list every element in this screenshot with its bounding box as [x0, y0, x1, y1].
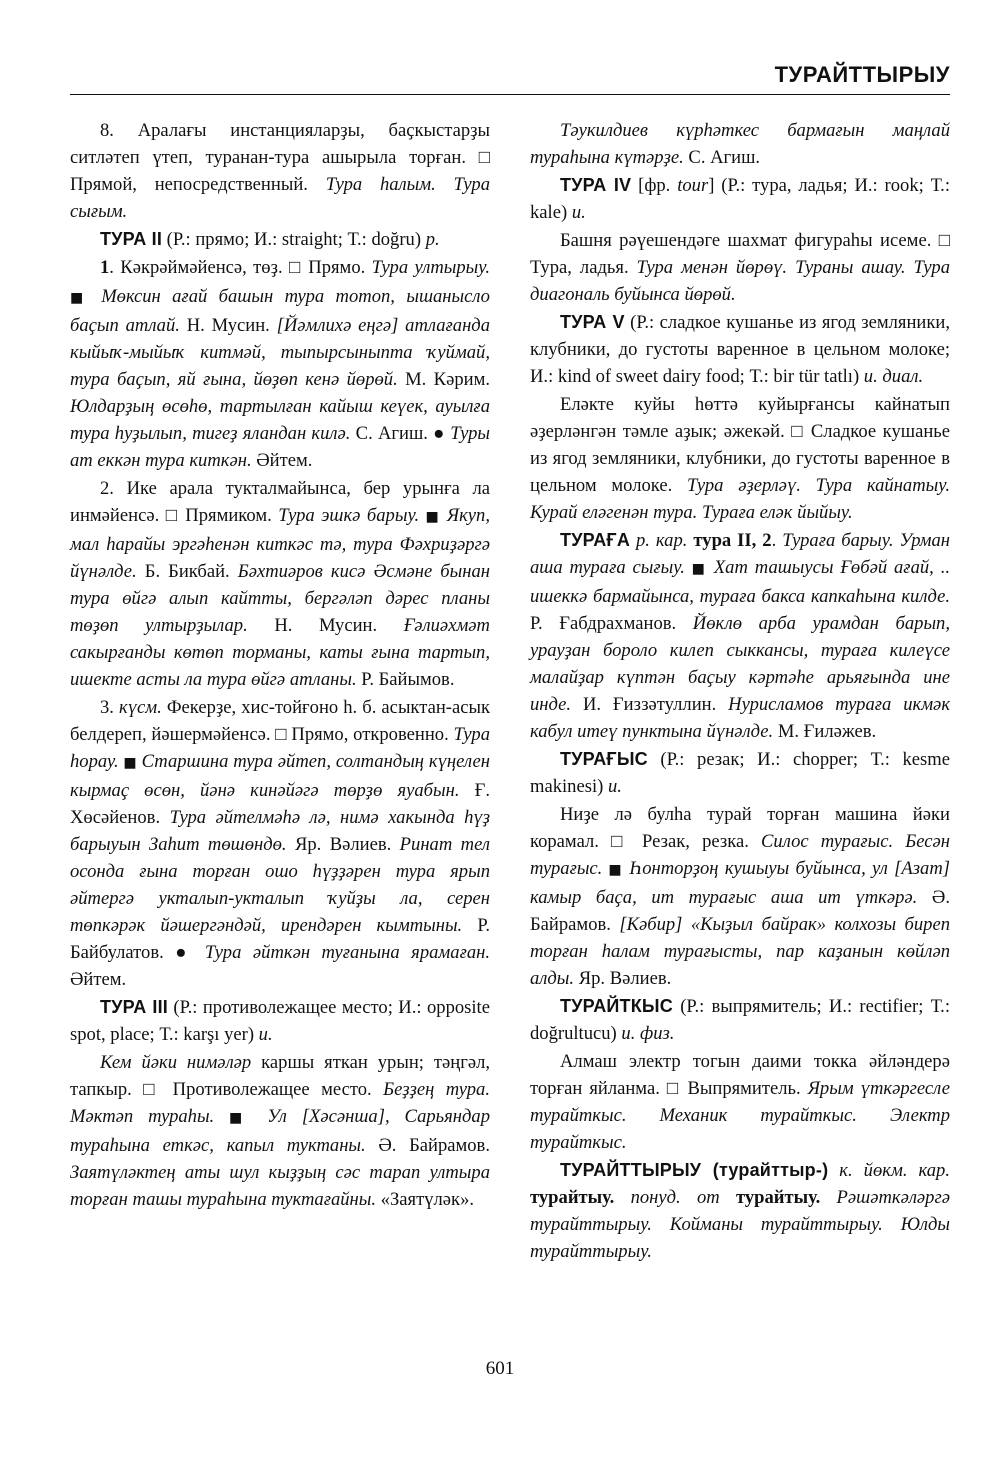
left-paragraph — [70, 117, 490, 225]
entry-text: Башня рәүешендәге шахмат фигураһы исеме. □ Тура, ладья. — [530, 230, 950, 278]
left-paragraph — [70, 254, 490, 474]
entry-text: . — [771, 530, 783, 551]
right-paragraph — [530, 309, 950, 390]
right-paragraph — [530, 993, 950, 1047]
entry-text: «Заятүләк». — [376, 1189, 475, 1210]
entry-text: Еләкте куйы һөттә куйырғансы кайнатып әҙерләнгән тәмле аҙык; әжекәй. □ Сладкое кушанье из ягод земляники, клубники, до густоты вареннoе в цельном молоке. — [530, 394, 950, 496]
entry-text: ■ — [419, 509, 447, 525]
entry-headword: ТУРА V — [560, 312, 625, 332]
right-paragraph — [530, 117, 950, 171]
entry-text: 2. Ике арала туктaлмайынса, бер урынға ла инмәйенсә. □ Прямиком. — [70, 478, 490, 526]
entry-text: Р. Ғабдрахманов. — [530, 613, 693, 634]
entry-text: Тура әйтелмәһә лә, нимә хакында һүҙ барыуын Заһит төшөндө. — [70, 807, 490, 855]
right-paragraph — [530, 172, 950, 226]
entry-text: И. Ғиззәтуллин. — [571, 694, 729, 715]
entry-text: (Р.: сладкое кушанье из ягод земляники, клубники, до густоты вареннoе в цельном молоке; И.: kind of sweet dairy food; Т.: bir tür tatlı) — [530, 312, 950, 387]
entry-text: Р. Байымов. — [356, 669, 455, 690]
entry-headword: ТУРА IV — [560, 175, 632, 195]
entry-text: Н. Мусин. — [247, 615, 404, 636]
entry-text: Тура эшкә барыу. — [278, 505, 420, 526]
left-paragraph — [70, 694, 490, 993]
entry-text: ■ — [118, 755, 142, 771]
entry-text: Алмаш электр тогын даими токка әйләндерә торған яйланма. □ Выпрямитель. — [530, 1051, 950, 1099]
entry-text: М. Ғиләжев. — [773, 721, 877, 742]
right-column — [530, 117, 950, 1266]
right-paragraph — [530, 746, 950, 800]
entry-text: и. — [607, 776, 622, 797]
entry-text: турайтыу. — [530, 1187, 615, 1208]
entry-text: Тура әҙерләү. Тура кайнатыу. Курай еләгенән тура. Тураға еләк йыйыу. — [530, 475, 950, 523]
entry-text: Фекерҙе, хис-тойғоно һ. б. асыктан-асык белдереп, йәшермәйенсә. □ Прямо, откровенно. — [70, 697, 491, 745]
entry-text: Тәукилдиев күрһәткес бармағын маңлай тураһына күтәрҙе. — [530, 120, 950, 168]
left-column — [70, 117, 490, 1214]
entry-text: и. — [571, 202, 586, 223]
entry-text: Әйтем. — [251, 450, 313, 471]
entry-text: Ринат тел осонда ғына торған ошо һүҙҙәрен тура ярып әйтергә укталып-укталып ҡуйҙы ла, серен төпкәрәк йәшергәндәй, ирендәрен кымтыны. — [70, 834, 490, 936]
entry-text: С. Агиш. — [683, 147, 761, 168]
entry-text: Юлдарҙың өсөһө, тартылған кайыш кеүек, ауылға тура һуҙылып, тигеҙ яландан килә. — [70, 396, 490, 444]
entry-text: Тура һорау. — [70, 724, 490, 772]
entry-text: Мөксин ағай башын тура тотоп, ышанысло баҫып атлай. — [70, 286, 490, 336]
right-paragraph — [530, 1048, 950, 1156]
entry-text: Туры ат еккән тура киткән. — [70, 423, 490, 471]
entry-text: (Р.: резак; И.: chopper; Т.: kesme makinesi) — [530, 749, 950, 797]
entry-text: турайтыу. — [735, 1187, 821, 1208]
running-head-title: ТУРАЙТТЫРЫУ — [774, 62, 950, 87]
left-paragraph — [70, 994, 490, 1048]
entry-text: Беҙҙең тура. Мәктәп тураһы. — [70, 1079, 490, 1127]
entry-text: 3. — [100, 697, 120, 718]
entry-text: Якуп, мал һарайы эргәһенән киткәс тә, тура Фәхриҙәргә йүнәлде. — [70, 505, 490, 582]
entry-text: Яр. Вәлиев. — [574, 968, 672, 989]
entry-text: (Р.: противолежащее место; И.: opposite spot, place; Т.: karşı yer) — [70, 997, 490, 1045]
entry-text: М. Кәрим. — [397, 369, 490, 390]
entry-text: Старшина тура әйтеп, солтандың күңелен кырмаҫ өсөн, йәнә кинәйәгә төрҙө яуабын. — [70, 751, 490, 801]
entry-text: Рәшәткәләргә турайттырыу. Койманы турайттырыу. Юлды турайттырыу. — [530, 1187, 950, 1262]
entry-text: Ә. Байрамов. — [530, 887, 950, 935]
entry-text: и. диал. — [863, 366, 924, 387]
entry-text: Тураға барыу. Урман аша тураға сығыу. — [530, 530, 950, 578]
entry-text: [фр. — [631, 175, 678, 196]
entry-text: ■ — [602, 862, 630, 878]
entry-text: Н. Мусин. — [179, 315, 277, 336]
entry-text: и. физ. — [621, 1023, 675, 1044]
entry-text: ] (Р.: тура, ладья; И.: rook; Т.: kale) — [530, 175, 950, 223]
left-paragraph — [70, 475, 490, 693]
entry-text: Ярым үткәргесле турайткыс. Механик турайткыс. Электр турайткыс. — [530, 1078, 950, 1153]
entry-text: Бәхтиәров кисә Әсмәне бынан тура өйгә алып кайтты, бергәләп дәрес планы төҙөп ултырҙылар. — [70, 561, 490, 636]
entry-text: tour — [677, 175, 709, 196]
entry-text: каршы яткан урын; тәңгәл, тапкыр. □ Противолежащее место. — [70, 1052, 490, 1100]
entry-text: Ниҙе лә булһа турай торған машина йәки корамал. □ Резак, резка. — [530, 804, 950, 852]
entry-headword: ТУРАЙТКЫС — [560, 996, 673, 1016]
entry-text: Р. Байбулатов. ● — [70, 915, 490, 963]
entry-text — [820, 1187, 836, 1208]
entry-text: [Йәмлихә еңгә] атлағанда кыйыҡ-мыйыҡ китмәй, тыпырсыныптa ҡуймай, тура баҫып, яй ғына, йөҙөп кенә йөрөй. — [70, 315, 491, 390]
entry-headword: ТУРА III — [100, 997, 168, 1017]
left-paragraph — [70, 226, 490, 253]
entry-text: Кем йәки нимәләр — [100, 1052, 252, 1073]
entry-text: и. — [258, 1024, 273, 1045]
right-paragraph — [530, 227, 950, 308]
entry-text: 1 — [100, 257, 110, 278]
entry-text: Тура һалым. Тура сығым. — [70, 174, 490, 222]
entry-text: р. — [425, 229, 440, 250]
entry-text: Әйтем. — [70, 969, 127, 990]
entry-text: Хат ташыусы Ғөбәй ағай, .. ишеккә бармайынса, тураға бакса капкаһына килде. — [530, 557, 950, 607]
entry-text: Тура ултырыу. — [371, 257, 490, 278]
right-paragraph — [530, 527, 950, 745]
entry-text: Тура әйткән туғанына ярамаған. — [204, 942, 491, 963]
entry-text: (Р.: прямо; И.: straight; Т.: doğru) — [162, 229, 426, 250]
right-paragraph — [530, 1157, 950, 1265]
entry-text: Б. Бикбай. — [136, 561, 238, 582]
entry-headword: ТУРА II — [100, 229, 163, 249]
entry-text: Ғ. Хөсәйенов. — [70, 780, 490, 828]
entry-text: (Р.: выпрямитель; И.: rectifier; Т.: doğrultucu) — [530, 996, 950, 1044]
entry-text: ■ — [70, 290, 102, 306]
entry-text: Заятүләктең аты шул кыҙҙың сәс тарап ултыра торған ташы тураһына туктaғайны. — [70, 1162, 490, 1210]
entry-text: Ә. Байрамов. — [365, 1135, 490, 1156]
entry-text: Ул [Хәсәнша], Сарьяндар тураһына еткәс, капыл туктaны. — [70, 1106, 490, 1156]
right-paragraph — [530, 391, 950, 526]
entry-text: Һонторҙоң кушыуы буйынса, ул [Азат] камыр баҫа, ит турағыс аша ит үткәрә. — [530, 858, 950, 908]
entry-text: С. Агиш. ● — [350, 423, 451, 444]
entry-text: Йөклө арба урамдан барып, урауҙан бороло килеп сыкканcы, тураға килеүсе малайҙар күптән баҫыу кәртәһе арьяғында ине инде. — [530, 613, 950, 715]
left-paragraph — [70, 1049, 490, 1213]
entry-text: понуд. от — [614, 1187, 720, 1208]
entry-text — [720, 1187, 736, 1208]
entry-text: күсм. — [119, 697, 162, 718]
entry-text: ■ — [684, 561, 714, 577]
entry-text: [Кәбир] «Кыҙыл байрак» колхозы биреп торған һалам турағысты, пар каҙанын көйләп алды. — [530, 914, 950, 989]
entry-text: Силос турағыс. Бесән турағыс. — [530, 831, 950, 879]
right-paragraph — [530, 801, 950, 992]
entry-text: Яр. Вәлиев. — [286, 834, 400, 855]
entry-text: 8. Аралағы инстанцияларҙы, баҫкыстарҙы ситләтеп үтеп, туранан-тура ашырыла торған. □ Прямой, непосредственный. — [70, 120, 490, 195]
entry-headword: ТУРАҒА — [560, 530, 631, 550]
entry-headword: ТУРАҒЫС — [560, 749, 648, 769]
entry-text: к. йөкм. кар. — [828, 1160, 950, 1181]
entry-text: Тура менән йөрөү. Тураны ашау. Тура диагональ буйынса йөрөй. — [530, 257, 950, 305]
entry-text: . Кәкрәймәйенсә, төҙ. □ Прямо. — [109, 257, 372, 278]
running-header — [70, 58, 950, 95]
entry-text: Ғәлиәхмәт сакырғанды көтөп торманы, каты ғына тартып, ишекте асты ла тура өйгә атланы. — [70, 615, 490, 690]
entry-text: ■ — [214, 1110, 268, 1126]
entry-headword: ТУРАЙТТЫРЫУ (турайттыр-) — [560, 1160, 829, 1180]
entry-text: тура II, 2 — [693, 530, 772, 551]
entry-text: Нурисламов тураға икмәк кабул итеү пунктына йүнәлде. — [530, 694, 951, 742]
page-number: 601 — [485, 1358, 515, 1379]
entry-text: р. кар. — [630, 530, 688, 551]
